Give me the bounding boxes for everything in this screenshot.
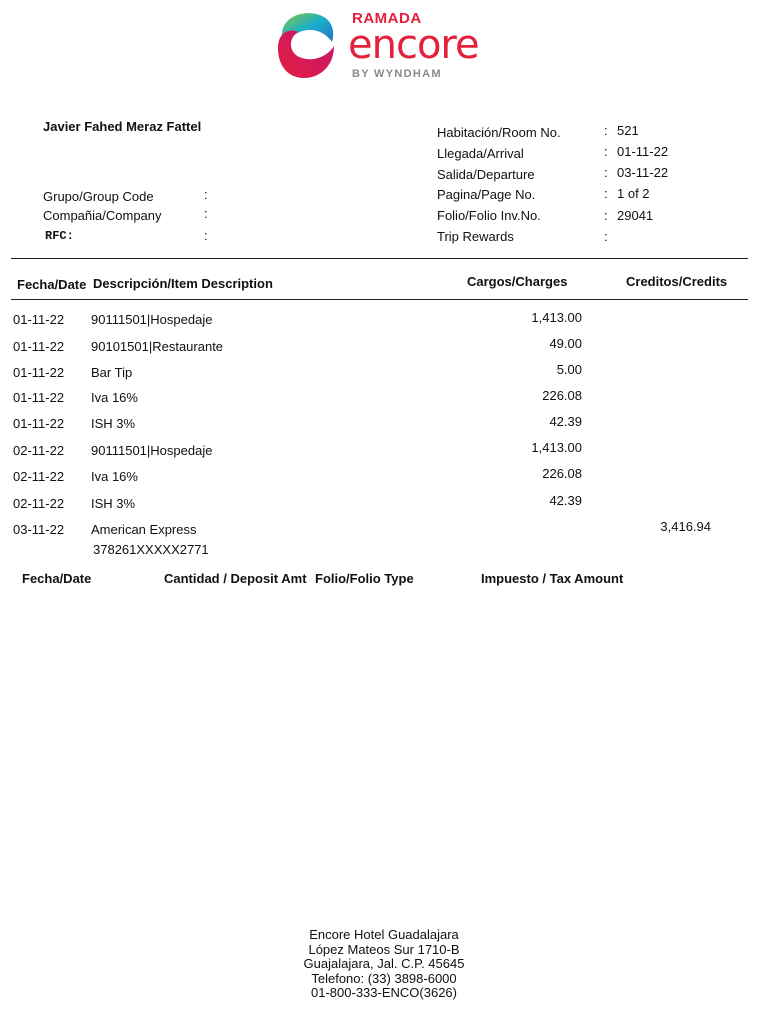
col-header-date: Fecha/Date [17, 277, 87, 292]
row-date: 01-11-22 [13, 339, 65, 354]
brand-by-wyndham: BY WYNDHAM [352, 68, 442, 80]
row-card-number: 378261XXXXX2771 [93, 542, 209, 557]
folio-label: Folio/Folio Inv.No. [437, 208, 541, 223]
col-header-charges: Cargos/Charges [467, 274, 568, 289]
group-code-colon: : [204, 187, 208, 202]
page-label: Pagina/Page No. [437, 187, 536, 202]
row-charge: 5.00 [556, 362, 582, 377]
arrival-label: Llegada/Arrival [437, 146, 524, 161]
deposit-header-amount: Cantidad / Deposit Amt [164, 571, 307, 586]
row-charge: 226.08 [542, 388, 582, 403]
page-value: 1 of 2 [617, 186, 650, 201]
row-description: American Express [91, 522, 197, 537]
departure-label: Salida/Departure [437, 167, 535, 182]
room-label: Habitación/Room No. [437, 125, 561, 140]
group-code-label: Grupo/Group Code [43, 189, 154, 204]
folio-value: 29041 [617, 208, 654, 223]
brand-ramada: RAMADA [352, 10, 422, 27]
room-value: 521 [617, 123, 639, 138]
row-date: 03-11-22 [13, 522, 65, 537]
row-description: 90111501|Hospedaje [91, 312, 213, 327]
header-top-rule [11, 258, 748, 259]
row-charge: 49.00 [549, 336, 582, 351]
header-bottom-rule [11, 299, 748, 300]
footer-phone: Telefono: (33) 3898-6000 [311, 970, 457, 986]
deposit-header-tax: Impuesto / Tax Amount [481, 571, 624, 586]
row-date: 01-11-22 [13, 416, 65, 431]
footer-street: López Mateos Sur 1710-B [308, 941, 460, 957]
trip-rewards-label: Trip Rewards [437, 229, 514, 244]
deposit-header-folio-type: Folio/Folio Type [315, 571, 414, 586]
page-colon: : [604, 186, 608, 201]
hotel-logo [270, 6, 500, 82]
folio-colon: : [604, 208, 608, 223]
room-colon: : [604, 123, 608, 138]
rfc-colon: : [204, 228, 208, 243]
row-description: Bar Tip [91, 365, 133, 380]
row-date: 02-11-22 [13, 443, 65, 458]
row-date: 02-11-22 [13, 469, 65, 484]
row-date: 02-11-22 [13, 496, 65, 511]
brand-encore: encore [348, 22, 479, 68]
guest-name: Javier Fahed Meraz Fattel [43, 119, 202, 134]
encore-swirl-icon [272, 8, 338, 80]
footer-hotel-name: Encore Hotel Guadalajara [309, 927, 459, 942]
row-charge: 42.39 [549, 414, 582, 429]
trip-rewards-colon: : [604, 229, 608, 244]
departure-value: 03-11-22 [617, 165, 669, 180]
row-credit: 3,416.94 [660, 519, 711, 534]
row-charge: 42.39 [549, 493, 582, 508]
departure-colon: : [604, 165, 608, 180]
row-date: 01-11-22 [13, 365, 65, 380]
footer-address [0, 928, 768, 1001]
row-description: Iva 16% [91, 469, 138, 484]
row-description: 90101501|Restaurante [91, 339, 224, 354]
row-charge: 226.08 [542, 466, 582, 481]
company-label: Compañia/Company [43, 208, 162, 223]
row-description: 90111501|Hospedaje [91, 443, 213, 458]
row-date: 01-11-22 [13, 312, 65, 327]
col-header-credits: Creditos/Credits [626, 274, 728, 289]
row-date: 01-11-22 [13, 390, 65, 405]
arrival-colon: : [604, 144, 608, 159]
deposit-header-date: Fecha/Date [22, 571, 92, 586]
footer-city: Guajalajara, Jal. C.P. 45645 [303, 956, 465, 971]
rfc-label: RFC: [45, 229, 74, 243]
col-header-description: Descripción/Item Description [93, 276, 273, 291]
row-charge: 1,413.00 [531, 310, 582, 325]
company-colon: : [204, 206, 208, 221]
arrival-value: 01-11-22 [617, 144, 669, 159]
row-description: Iva 16% [91, 390, 138, 405]
row-charge: 1,413.00 [531, 440, 582, 455]
footer-toll-free: 01-800-333-ENCO(3626) [311, 985, 457, 1000]
row-description: ISH 3% [91, 416, 136, 431]
row-description: ISH 3% [91, 496, 136, 511]
